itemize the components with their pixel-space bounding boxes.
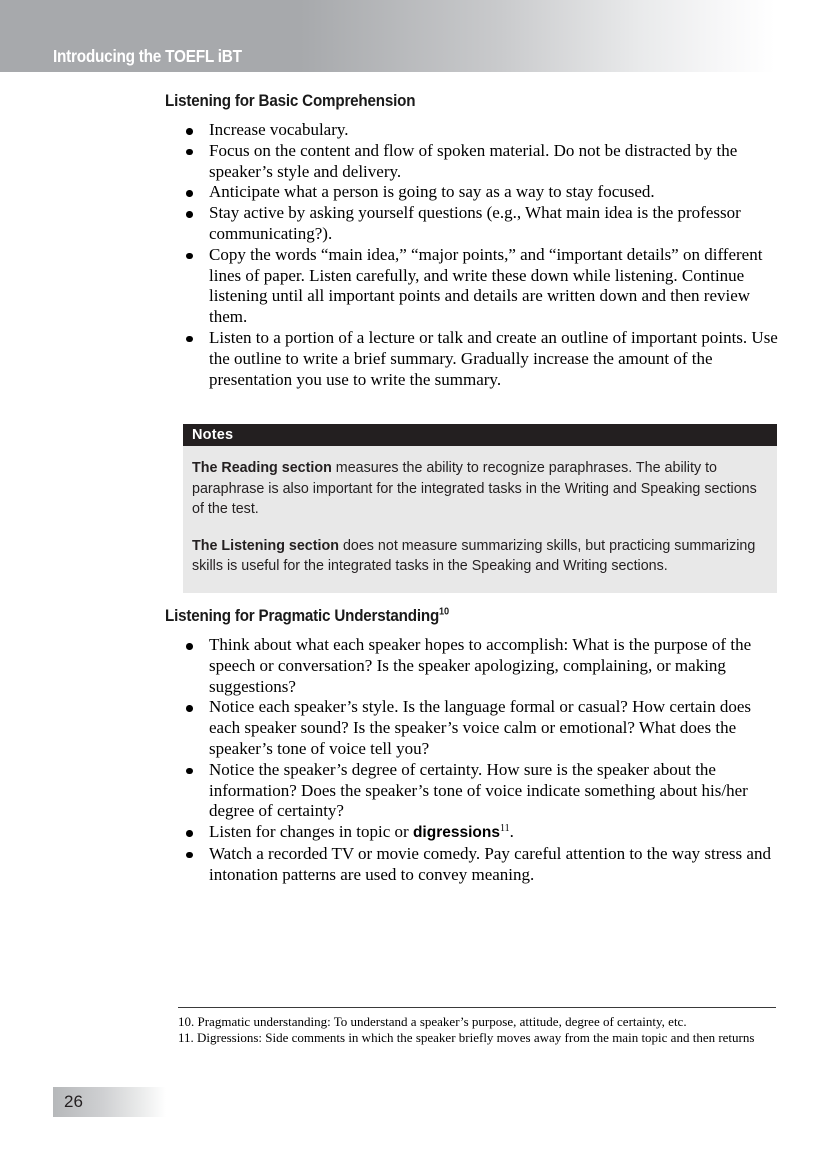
footnote-item: 10. Pragmatic understanding: To understand a speaker’s purpose, attitude, degree of certainty, etc. [178,1014,687,1029]
list-item: Increase vocabulary. [165,120,780,141]
list-item: Stay active by asking yourself questions (e.g., What main idea is the professor communicating?). [165,203,780,245]
footnote-separator-rule [178,1007,776,1008]
notes-paragraph [192,536,763,577]
notes-paragraph-lead: The Listening section [192,537,339,554]
footnotes-block [178,1007,776,1045]
list-item: Listen to a portion of a lecture or talk and create an outline of important points. Use the outline to write a brief summary. Gradually increase the amount of the presentation you use to write the summary. [165,328,780,390]
notes-header-label: Notes [192,427,234,443]
list-item: Focus on the content and flow of spoken material. Do not be distracted by the speaker’s style and delivery. [165,141,780,183]
section-heading-pragmatic-understanding [165,607,731,626]
list-item-suffix: . [509,822,514,842]
page-content-lower [165,607,780,886]
notes-header-bar [183,424,777,446]
list-item: Anticipate what a person is going to say as a way to stay focused. [165,182,780,203]
notes-paragraph-rest: measures the ability to recognize paraphrases. The ability to paraphrase is also important for the integrated tasks in the Writing and Speaking sections of the test. [192,460,757,517]
page-number: 26 [64,1092,83,1111]
bullet-list-basic-comprehension [165,120,780,390]
list-item: Copy the words “main idea,” “major points,” and “important details” on different lines of paper. Listen carefully, and write these down while listening. Continue listening until all important points and details are written down and then review them. [165,245,780,328]
section-heading-text: Listening for Basic Comprehension [165,92,416,110]
list-item: Notice each speaker’s style. Is the language formal or casual? How certain does each speaker sound? Is the speaker’s voice calm or emotional? What does the speaker’s tone of voice tell you? [165,697,780,759]
footnote-item: 11. Digressions: Side comments in which the speaker briefly moves away from the main topic and then returns [178,1029,755,1045]
notes-paragraph-lead: The Reading section [192,460,332,476]
notes-paragraph-rest: does not measure summarizing skills, but practicing summarizing skills is useful for the integrated tasks in the Speaking and Writing sections. [192,537,756,574]
notes-body [183,446,777,593]
glossary-term-footnote-marker: 11 [499,823,510,835]
page-content [165,92,780,390]
list-item-with-term [165,822,780,844]
notes-callout-box [183,424,777,593]
section-heading-text: Listening for Pragmatic Understanding [165,607,440,625]
list-item: Watch a recorded TV or movie comedy. Pay careful attention to the way stress and intonation patterns are used to convey meaning. [165,844,780,886]
page-number-band [53,1087,166,1117]
section-heading-footnote-marker: 10 [439,606,449,618]
section-heading-basic-comprehension [165,92,731,111]
list-item: Notice the speaker’s degree of certainty. How sure is the speaker about the information? Does the speaker’s tone of voice indicate something about his/her degree of certainty? [165,760,780,822]
list-item-prefix: Listen for changes in topic or [209,822,413,842]
list-item: Think about what each speaker hopes to accomplish: What is the purpose of the speech or conversation? Is the speaker apologizing, complaining, or making suggestions? [165,635,780,697]
glossary-term-digressions [413,824,510,841]
notes-paragraph [192,458,763,520]
glossary-term-text: digressions [412,824,500,842]
running-head-title: Introducing the TOEFL iBT [53,46,242,66]
bullet-list-pragmatic-understanding [165,635,780,886]
